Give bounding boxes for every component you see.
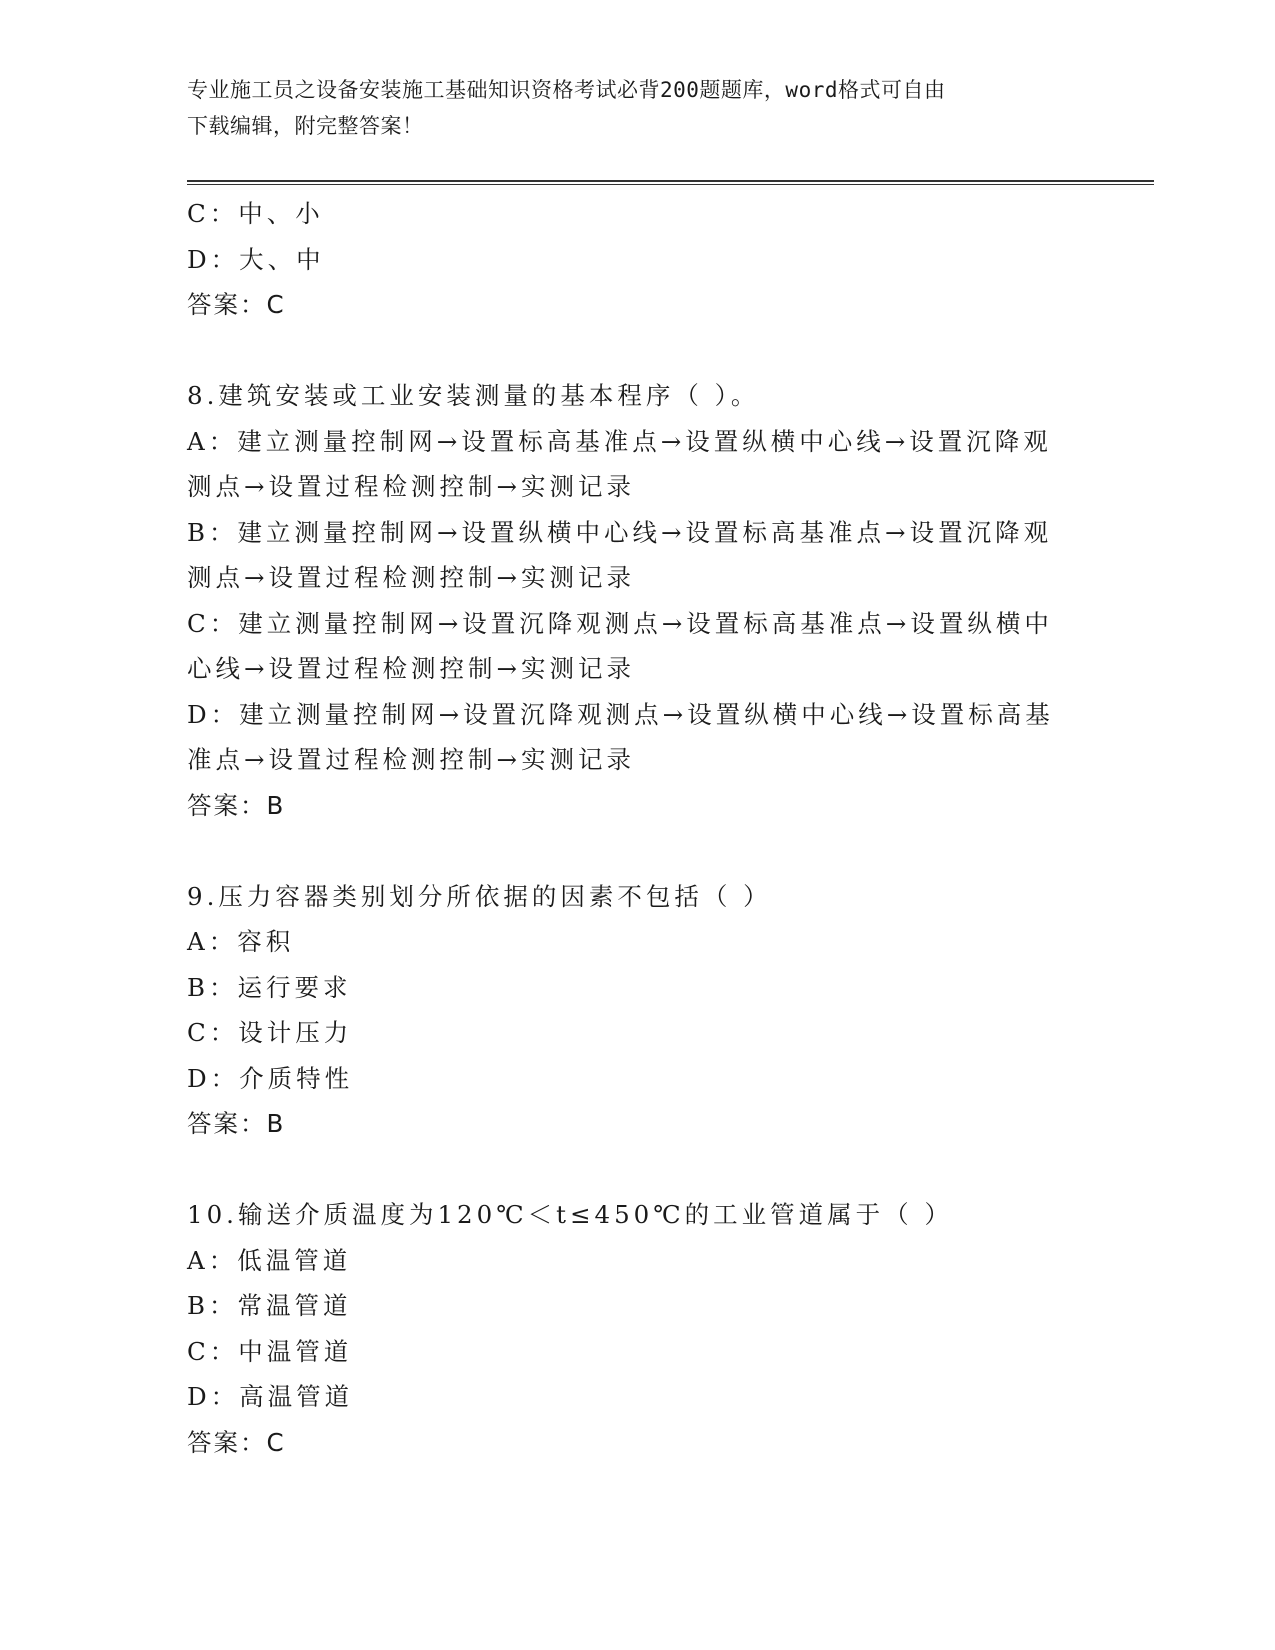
option-a: A：低温管道	[187, 1245, 352, 1275]
answer-line: 答案：B	[187, 1109, 286, 1138]
question-content	[187, 191, 1087, 1465]
option-b: B：常温管道	[187, 1291, 352, 1320]
option-c-continued: 心线→设置过程检测控制→实测记录	[187, 654, 636, 683]
answer-line: 答案：C	[187, 1427, 286, 1457]
option-a: A：建立测量控制网→设置标高基准点→设置纵横中心线→设置沉降观	[187, 426, 1052, 456]
header-divider-thin	[187, 184, 1154, 185]
question-stem: 8.建筑安装或工业安装测量的基本程序（ ）。	[187, 381, 760, 410]
header-divider-thick	[187, 180, 1154, 182]
question-stem: 10.输送介质温度为120℃＜t≤450℃的工业管道属于（ ）	[187, 1200, 953, 1229]
option-c: C：设计压力	[187, 1018, 353, 1047]
option-b: B：运行要求	[187, 972, 352, 1002]
answer-line: 答案：B	[187, 790, 286, 820]
header-divider	[187, 180, 1154, 186]
option-c: C：中、小	[187, 199, 324, 228]
header-title-line-1: 专业施工员之设备安装施工基础知识资格考试必背200题题库，word格式可自由	[187, 78, 946, 102]
option-d-continued: 准点→设置过程检测控制→实测记录	[187, 745, 636, 774]
question-gap	[187, 328, 1087, 374]
option-b-continued: 测点→设置过程检测控制→实测记录	[187, 563, 636, 592]
option-d: D：高温管道	[187, 1382, 354, 1411]
question-gap	[187, 828, 1087, 874]
question-stem: 9.压力容器类别划分所依据的因素不包括（ ）	[187, 881, 772, 911]
option-d: D：介质特性	[187, 1063, 354, 1093]
option-c: C：中温管道	[187, 1336, 353, 1366]
answer-line: 答案：C	[187, 290, 286, 319]
question-gap	[187, 1147, 1087, 1193]
document-header	[187, 72, 1067, 144]
option-c: C：建立测量控制网→设置沉降观测点→设置标高基准点→设置纵横中	[187, 608, 1053, 638]
option-d: D：大、中	[187, 244, 325, 274]
option-a: A：容积	[187, 927, 295, 956]
header-title-line-2: 下载编辑，附完整答案！	[187, 114, 424, 138]
option-d: D：建立测量控制网→设置沉降观测点→设置纵横中心线→设置标高基	[187, 699, 1054, 729]
option-b: B：建立测量控制网→设置纵横中心线→设置标高基准点→设置沉降观	[187, 517, 1053, 547]
option-a-continued: 测点→设置过程检测控制→实测记录	[187, 472, 636, 501]
